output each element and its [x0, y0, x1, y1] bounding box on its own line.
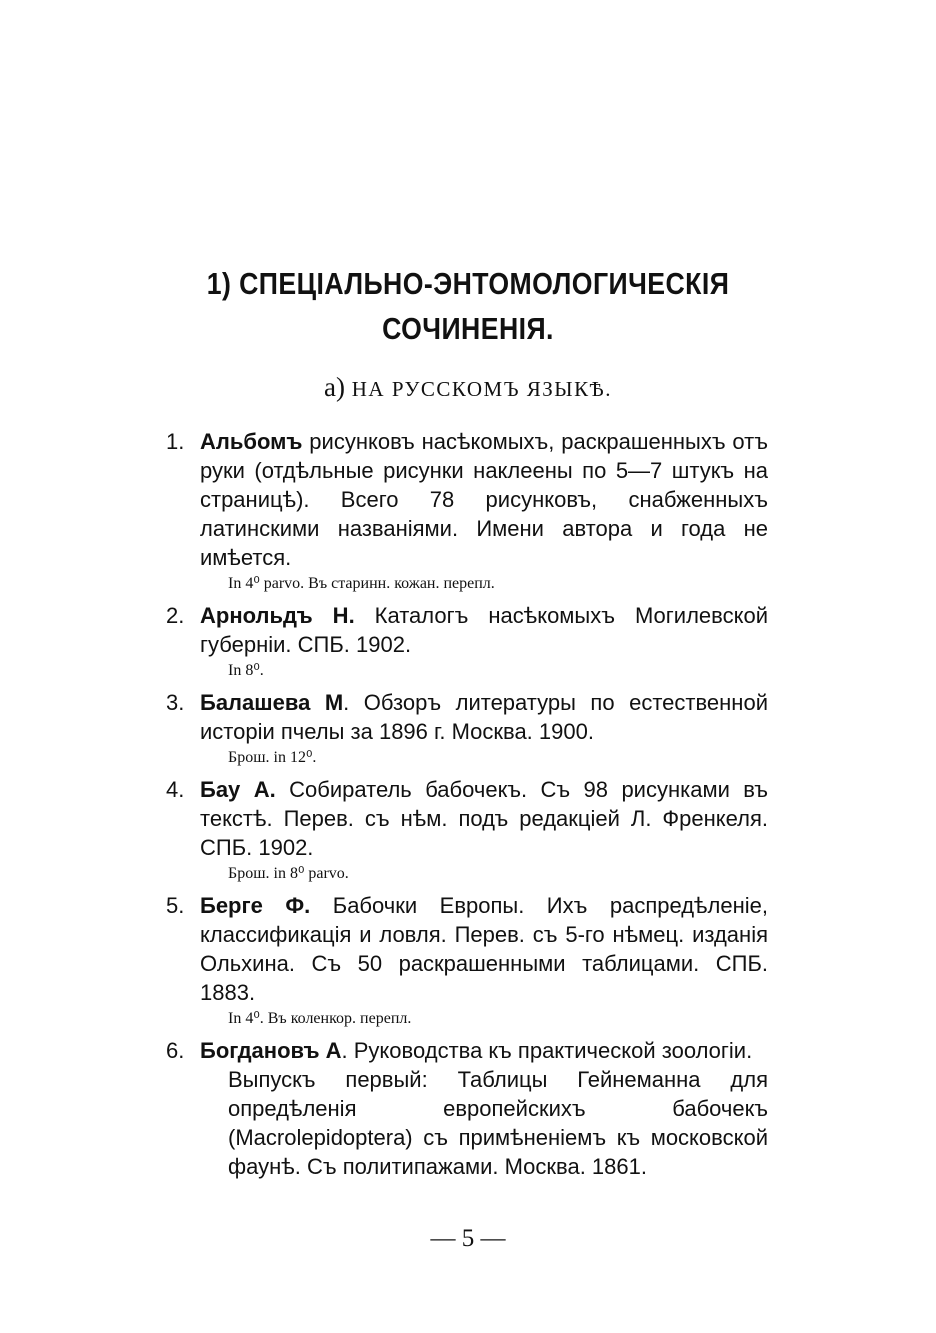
entry-format-note: In 4⁰ parvo. Въ старинн. кожан. перепл.	[228, 575, 495, 592]
entry-number: 6.	[166, 1038, 185, 1063]
entry-body: Собиратель бабочекъ. Съ 98 рисунками въ текстѣ. Перев. съ нѣм. подъ редакціей Л. Френкеля. СПБ. 1902.	[200, 777, 769, 860]
bibliography-list	[0, 427, 936, 1187]
entry-number: 3.	[166, 690, 185, 715]
entry-author: Берге Ф.	[200, 893, 311, 918]
entry-number: 2.	[166, 603, 185, 628]
entry-format-note: Брош. in 8⁰ parvo.	[228, 865, 349, 882]
entry-author: Балашева М	[200, 690, 344, 715]
entry-body: . Руководства къ практической зоологіи.	[341, 1038, 753, 1063]
entry-text	[200, 891, 768, 1007]
entry-number: 1.	[166, 429, 185, 454]
subsection-heading	[0, 372, 936, 403]
page-number: — 5 —	[430, 1225, 506, 1252]
entry-body: Каталогъ насѣкомыхъ Могилевской губерніи. СПБ. 1902.	[200, 603, 768, 657]
entry-text	[200, 688, 768, 746]
list-item	[0, 601, 936, 682]
entry-author: Богдановъ А	[200, 1038, 342, 1063]
entry-continuation: Выпускъ первый: Таблицы Гейнеманна для опредѣленія европейскихъ бабочекъ (Macrolepidoptera) съ примѣненіемъ къ московской фаунѣ. Съ политипажами. Москва. 1861.	[228, 1067, 768, 1179]
entry-author: Бау А.	[200, 777, 276, 802]
entry-body: . Обзоръ литературы по естественной исторіи пчелы за 1896 г. Москва. 1900.	[200, 690, 768, 744]
entry-author: Альбомъ	[200, 429, 303, 454]
entry-text	[200, 601, 768, 659]
entry-body: Бабочки Европы. Ихъ распредѣленіе, классификація и ловля. Перев. съ 5-го нѣмец. изданія Ольхина. Съ 50 раскрашенными таблицами. СПБ. 1883.	[200, 893, 768, 1005]
entry-text	[200, 1036, 768, 1065]
list-item	[0, 1036, 936, 1181]
entry-text	[200, 427, 768, 572]
entry-text	[200, 775, 768, 862]
list-item	[0, 775, 936, 885]
subsection-text: НА РУССКОМЪ ЯЗЫКѢ.	[351, 377, 612, 401]
entry-number: 5.	[166, 893, 185, 918]
list-item	[0, 891, 936, 1030]
entry-format-note: Брош. in 12⁰.	[228, 749, 317, 766]
entry-format-note: In 8⁰.	[228, 662, 264, 679]
entry-format-note: In 4⁰. Въ коленкор. перепл.	[228, 1010, 412, 1027]
section-title-line-1: 1) СПЕЦІАЛЬНО-ЭНТОМОЛОГИЧЕСКІЯ	[206, 266, 730, 301]
subsection-letter: а)	[324, 372, 345, 402]
list-item	[0, 688, 936, 769]
entry-author: Арнольдъ Н.	[200, 603, 355, 628]
entry-body: рисунковъ насѣкомыхъ, раскрашенныхъ отъ руки (отдѣльные рисунки наклеены по 5—7 штукъ на страницѣ). Всего 78 рисунковъ, снабженныхъ латинскими названіями. Имени автора и года не имѣется.	[200, 429, 768, 570]
entry-number: 4.	[166, 777, 185, 802]
section-title-line-2: СОЧИНЕНІЯ.	[382, 311, 554, 346]
list-item	[0, 427, 936, 595]
